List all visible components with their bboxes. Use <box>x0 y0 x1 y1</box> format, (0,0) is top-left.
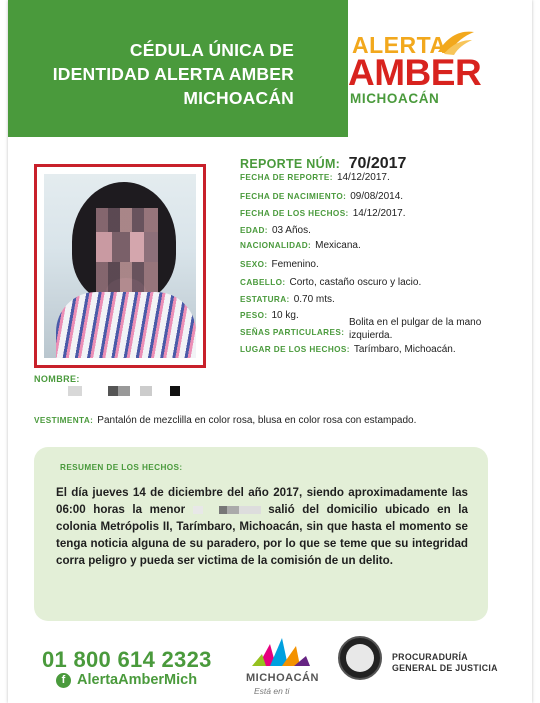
logo-michoacan-text: MICHOACÁN <box>350 91 440 106</box>
report-number-row <box>240 155 406 173</box>
amber-alert-document <box>8 0 532 703</box>
field-senas-value: Bolita en el pulgar de la mano izquierda. <box>349 317 482 341</box>
field-nacionalidad: NACIONALIDAD: Mexicana. <box>240 240 361 251</box>
title-line-1: CÉDULA ÚNICA DE <box>129 40 294 60</box>
facebook-icon: f <box>56 673 71 688</box>
field-edad: EDAD: 03 Años. <box>240 225 311 236</box>
page-title <box>28 38 294 110</box>
logo-alerta-text: ALERTA <box>352 32 447 58</box>
facebook-text: AlertaAmberMich <box>77 672 198 688</box>
logo-amber-text: AMBER <box>348 52 482 93</box>
alerta-amber-logo <box>348 26 482 116</box>
name-redaction-inline <box>193 506 261 514</box>
field-fecha-reporte: FECHA DE REPORTE: 14/12/2017. <box>240 172 390 183</box>
summary-text: El día jueves 14 de diciembre del año 2017, siendo aproximadamente las 06:00 horas la menor salió del domicilio ubicado en la colonia Metrópolis II, Tarímbaro, Michoacán, sin que hasta el momento se tenga noticia alguna de su paradero, por lo que se teme que su integridad corra peligro y pueda ser victima de la comisión de un delito. <box>56 486 468 567</box>
summary-title: RESUMEN DE LOS HECHOS: <box>60 463 183 472</box>
field-senas-label: SEÑAS PARTICULARES: <box>240 328 345 337</box>
child-photo <box>44 174 196 358</box>
field-cabello: CABELLO: Corto, castaño oscuro y lacio. <box>240 277 422 288</box>
title-line-2: IDENTIDAD ALERTA AMBER <box>52 64 294 84</box>
michoacan-logo-slogan: Está en ti <box>254 686 290 696</box>
michoacan-logo-name: MICHOACÁN <box>246 672 319 684</box>
title-line-3: MICHOACÁN <box>183 88 294 108</box>
field-sexo: SEXO: Femenino. <box>240 259 319 270</box>
pgj-name: PROCURADURÍA GENERAL DE JUSTICIA <box>392 652 498 673</box>
hotline-phone: 01 800 614 2323 <box>42 647 212 672</box>
field-estatura: ESTATURA: 0.70 mts. <box>240 294 335 305</box>
report-number-label: REPORTE NÚM: <box>240 157 341 171</box>
field-fecha-hechos: FECHA DE LOS HECHOS: 14/12/2017. <box>240 208 406 219</box>
facebook-handle <box>56 672 197 688</box>
nombre-label: NOMBRE: <box>34 374 80 384</box>
vestimenta-row <box>34 415 416 426</box>
michoacan-logo <box>244 636 319 698</box>
field-fecha-nacimiento: FECHA DE NACIMIENTO: 09/08/2014. <box>240 191 404 202</box>
vestimenta-value: Pantalón de mezclilla en color rosa, blusa en color rosa con estampado. <box>97 415 417 426</box>
field-lugar-hechos: LUGAR DE LOS HECHOS: Tarímbaro, Michoacán. <box>240 344 456 355</box>
michoacan-flower-icon <box>244 636 316 672</box>
summary-box <box>34 447 488 621</box>
vestimenta-label: VESTIMENTA: <box>34 416 94 425</box>
pgj-seal-icon <box>338 636 382 680</box>
field-peso: PESO: 10 kg. <box>240 310 299 321</box>
child-photo-frame <box>34 164 206 368</box>
name-redaction <box>68 386 188 396</box>
report-number-value: 70/2017 <box>348 155 407 172</box>
